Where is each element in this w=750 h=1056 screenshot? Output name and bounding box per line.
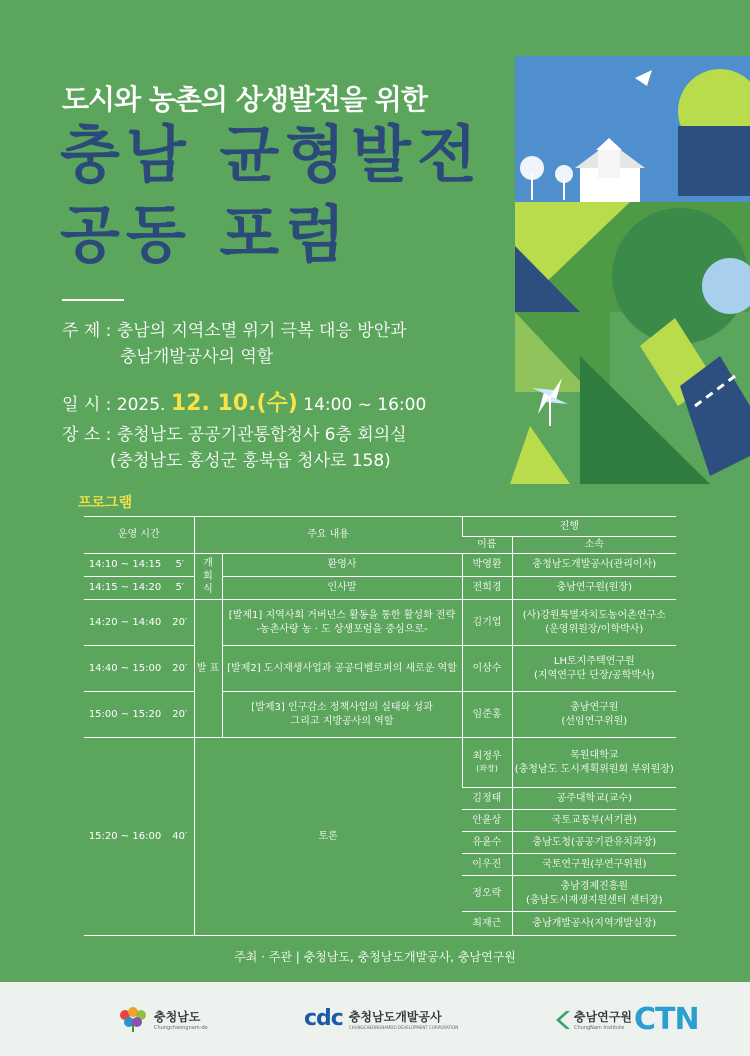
theme-text-2: 충남개발공사의 역할 — [120, 347, 274, 367]
logo-chungcheongnamdo — [116, 1006, 208, 1032]
row-time: 15:20 ~ 16:00 — [84, 738, 166, 936]
chevron-logo-icon — [556, 1009, 572, 1031]
table-row — [84, 554, 676, 577]
logo-strip — [0, 982, 750, 1056]
hosts-line: 주최 · 주관 | 충청남도, 충청남도개발공사, 충남연구원 — [234, 950, 516, 964]
affiliation-line-2: (운영위원장/이학박사) — [545, 623, 644, 635]
logo2-mark: cdc — [304, 1006, 343, 1031]
row-affiliation: 충남도청(공공기관유치과장) — [512, 832, 676, 854]
place-name: 충청남도 공공기관통합청사 6층 회의실 — [116, 425, 407, 445]
content-line-1: [발제3] 인구감소 정책사업의 실태와 성과 — [251, 702, 433, 713]
place-address: (충청남도 홍성군 홍북읍 청사로 158) — [110, 451, 391, 471]
presentation-category: 발 표 — [194, 600, 222, 738]
row-name: 김정태 — [462, 788, 512, 810]
row-affiliation: 충청남도개발공사(관리이사) — [512, 554, 676, 577]
header-time: 운영 시간 — [84, 517, 194, 554]
row-duration: 5′ — [166, 554, 194, 577]
header-proceeding: 진행 — [462, 517, 676, 537]
logo2-text: 충청남도개발공사 — [348, 1009, 442, 1024]
row-affiliation: 국토연구원(부연구위원) — [512, 854, 676, 876]
row-content: 토론 — [194, 738, 462, 936]
row-content — [222, 692, 462, 738]
logo3-text: 충남연구원 — [574, 1010, 632, 1024]
row-affiliation — [512, 876, 676, 912]
logo2-sub: CHUNGCHEONGNAMDO DEVELOPMENT CORPORATION — [348, 1024, 459, 1030]
table-row — [84, 646, 676, 692]
header-name: 이름 — [462, 537, 512, 554]
logo3-mark: CTN — [633, 1002, 699, 1037]
row-duration: 5′ — [166, 577, 194, 600]
date-highlight: 12. 10.(수) — [170, 391, 298, 416]
row-affiliation — [512, 738, 676, 788]
row-time: 14:40 ~ 15:00 — [84, 646, 166, 692]
row-name: 이삼수 — [462, 646, 512, 692]
row-name: 유윤수 — [462, 832, 512, 854]
row-duration: 20′ — [166, 692, 194, 738]
opening-label: 개회식 — [203, 557, 213, 595]
logo2-textblock — [349, 1008, 458, 1030]
program-table — [84, 516, 676, 936]
theme-label: 주 제 : — [62, 321, 112, 341]
logo1-sub: Chungcheongnam-do — [154, 1024, 208, 1031]
title-divider — [62, 299, 124, 301]
row-time: 14:10 ~ 14:15 — [84, 554, 166, 577]
logo-cdc — [304, 1006, 458, 1031]
row-name: 전희경 — [462, 577, 512, 600]
date-label: 일 시 : — [62, 395, 112, 415]
row-name — [462, 738, 512, 788]
row-duration: 20′ — [166, 600, 194, 646]
affiliation-line-1: 목원대학교 — [570, 750, 619, 761]
table-row — [84, 577, 676, 600]
row-name: 안윤상 — [462, 810, 512, 832]
logo3-sub: ChungNam Institute — [574, 1025, 625, 1031]
table-header-row — [84, 517, 676, 537]
forum-title-line2: 공동 포럼 — [60, 198, 352, 271]
row-affiliation: 공주대학교(교수) — [512, 788, 676, 810]
row-name: 김기업 — [462, 600, 512, 646]
row-name: 박영환 — [462, 554, 512, 577]
logo3-textblock — [574, 1008, 632, 1031]
row-affiliation — [512, 646, 676, 692]
row-time: 15:00 ~ 15:20 — [84, 692, 166, 738]
row-name: 이우진 — [462, 854, 512, 876]
header-content: 주요 내용 — [194, 517, 462, 554]
row-affiliation — [512, 600, 676, 646]
navy-block — [678, 126, 750, 196]
row-affiliation — [512, 692, 676, 738]
lime-triangle-2 — [510, 426, 570, 484]
date-year: 2025. — [116, 395, 166, 415]
row-name: 최재근 — [462, 912, 512, 936]
row-name: 정오락 — [462, 876, 512, 912]
row-content: [발제2] 도시재생사업과 공공디벨로퍼의 새로운 역할 — [222, 646, 462, 692]
affiliation-line-2: (선임연구위원) — [561, 715, 628, 727]
affiliation-line-1: LH토지주택연구원 — [553, 656, 635, 667]
forum-title-line1: 충남 균형발전 — [60, 118, 483, 191]
illustration — [510, 56, 750, 484]
row-duration: 40′ — [166, 738, 194, 936]
affiliation-line-1: (사)강원특별자치도농어촌연구소 — [522, 610, 666, 621]
program-label: 프로그램 — [78, 495, 133, 511]
table-row — [84, 738, 676, 788]
row-time: 14:20 ~ 14:40 — [84, 600, 166, 646]
row-content: 환영사 — [222, 554, 462, 577]
row-time: 14:15 ~ 14:20 — [84, 577, 166, 600]
theme-line — [62, 316, 407, 341]
affiliation-line-1: 충남연구원 — [570, 702, 619, 713]
content-line-2: -농촌사랑 농 · 도 상생포럼을 중심으로- — [256, 623, 428, 635]
row-duration: 20′ — [166, 646, 194, 692]
affiliation-line-2: (충청남도 도시계획위원회 부위원장) — [514, 763, 674, 775]
affiliation-line-2: (충남도시재생지원센터 센터장) — [526, 894, 663, 906]
flower-logo-icon — [116, 1006, 150, 1032]
panel-name: 최정우 — [472, 751, 502, 763]
affiliation-line-1: 충남경제진흥원 — [560, 881, 629, 892]
logo-chungnam-institute — [556, 1002, 699, 1037]
opening-category — [194, 554, 222, 600]
table-row — [84, 692, 676, 738]
row-name: 임준홍 — [462, 692, 512, 738]
forum-subtitle: 도시와 농촌의 상생발전을 위한 — [62, 83, 427, 116]
row-content — [222, 600, 462, 646]
affiliation-line-2: (지역연구단 단장/공학박사) — [533, 669, 655, 681]
content-line-1: [발제1] 지역사회 거버넌스 활동을 통한 활성화 전략 — [228, 610, 456, 621]
row-affiliation: 충남개발공사(지역개발실장) — [512, 912, 676, 936]
header-affiliation: 소속 — [512, 537, 676, 554]
date-line — [62, 386, 426, 417]
panel-note: (좌장) — [476, 763, 498, 773]
place-label: 장 소 : — [62, 425, 112, 445]
place-line — [62, 420, 407, 445]
row-affiliation: 충남연구원(원장) — [512, 577, 676, 600]
row-content: 인사말 — [222, 577, 462, 600]
logo1-text: 충청남도 — [154, 1009, 201, 1024]
date-time: 14:00 ~ 16:00 — [303, 395, 427, 415]
row-affiliation: 국토교통부(서기관) — [512, 810, 676, 832]
table-row — [84, 600, 676, 646]
theme-text-1: 충남의 지역소멸 위기 극복 대응 방안과 — [116, 321, 407, 341]
content-line-2: 그리고 지방공사의 역할 — [290, 715, 394, 727]
logo1-textblock — [154, 1008, 208, 1031]
